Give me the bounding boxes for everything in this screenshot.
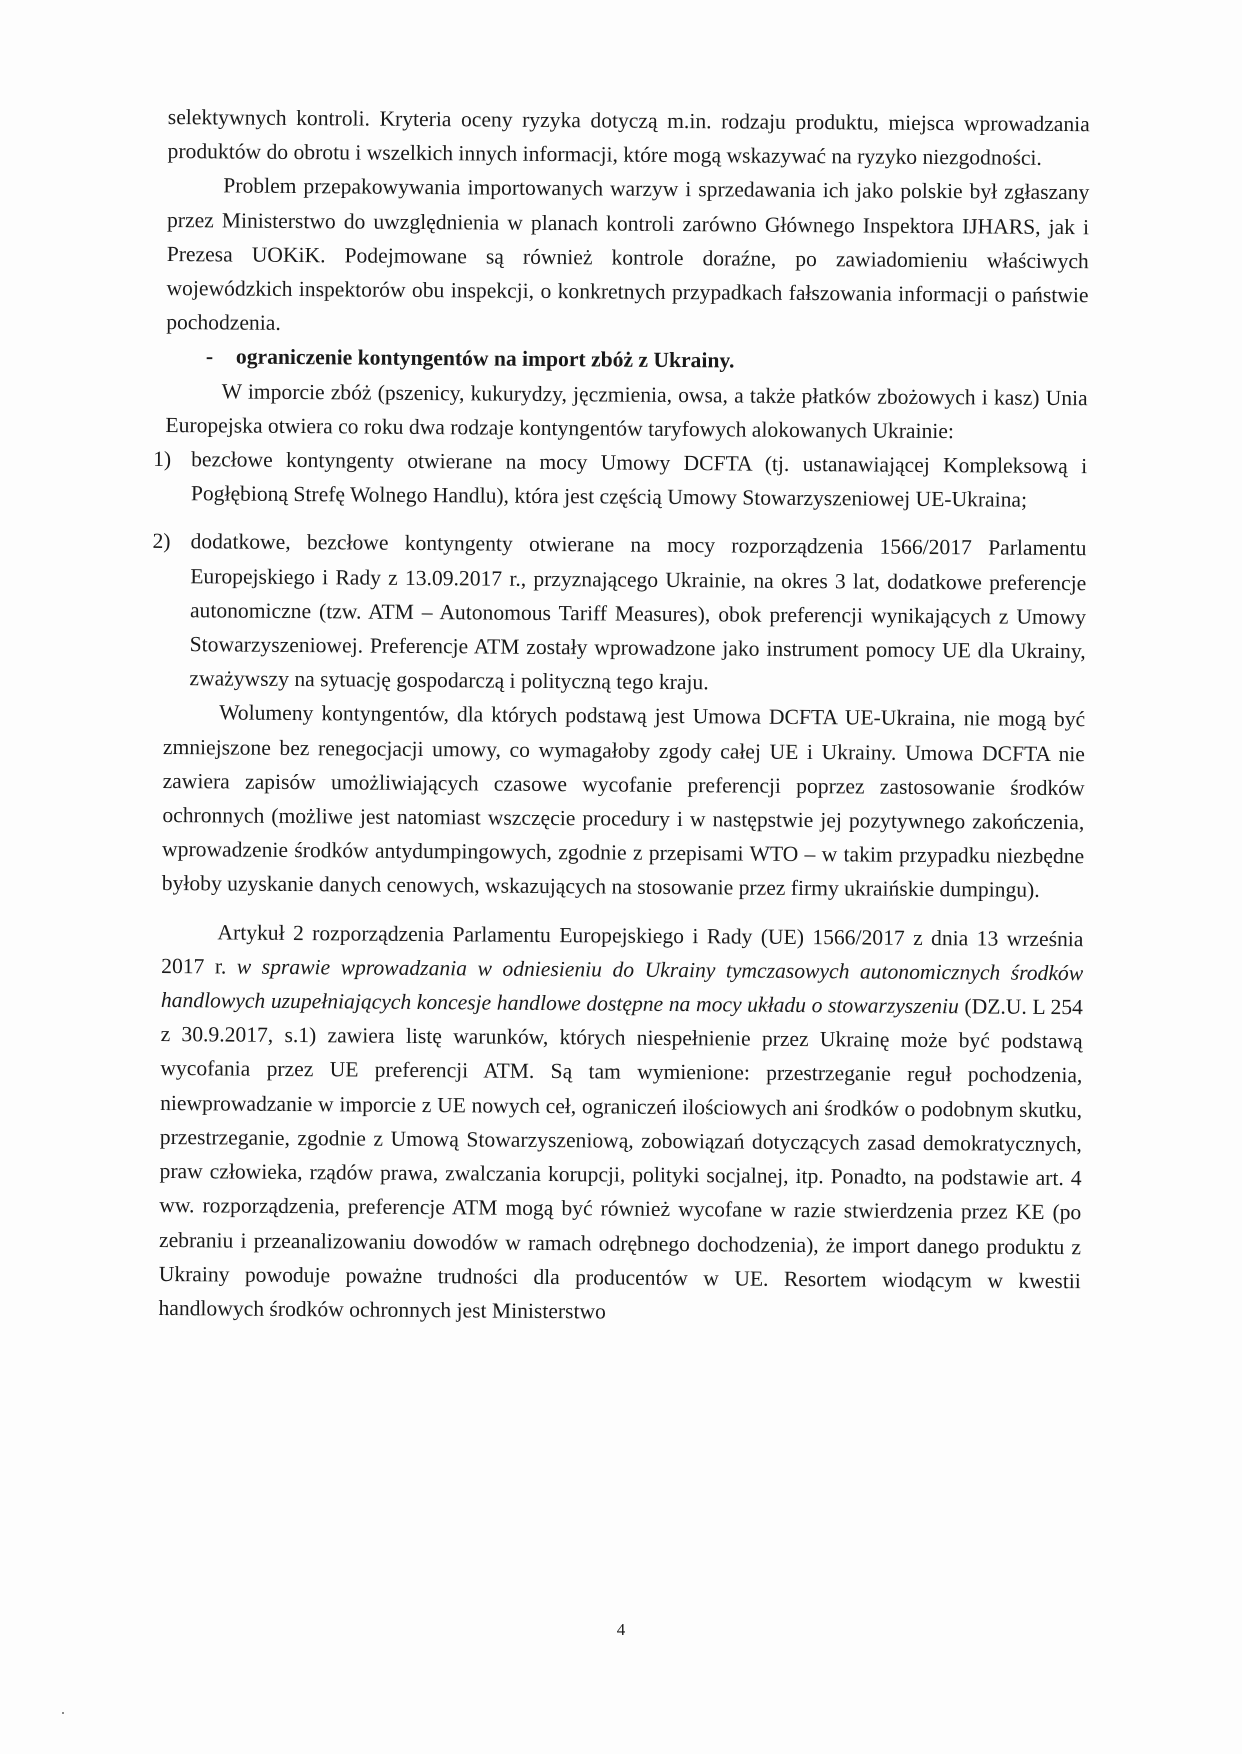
paragraph-article-2 (158, 915, 1083, 1333)
list-item-text: bezcłowe kontyngenty otwierane na mocy Umowy DCFTA (tj. ustanawiającej Kompleksową i Pogłębioną Strefę Wolnego Handlu), która jest częścią Umowy Stowarzyszeniowej UE-Ukraina; (190, 447, 1088, 512)
list-item-atm (152, 524, 1087, 702)
paragraph-grain-import: W imporcie zbóż (pszenicy, kukurydzy, jęczmienia, owsa, a także płatków zbożowych i kasz) Unia Europejska otwiera co roku dwa rodzaje kontyngentów taryfowych alokowanych Ukrainie: (165, 379, 1088, 444)
document-body (152, 100, 1090, 1332)
scan-speck (62, 1712, 64, 1714)
list-item-text: dodatkowe, bezcłowe kontyngenty otwierane na mocy rozporządzenia 1566/2017 Parlamentu Europejskiego i Rady z 13.09.2017 r., przyznającego Ukrainie, na okres 3 lat, dodatkowe preferencje autonomiczne (tzw. ATM – Autonomous Tariff Measures), obok preferencji wynikających z Umowy Stowarzyszeniowej. Preferencje ATM zostały wprowadzone jako instrument pomocy UE dla Ukrainy, zważywszy na sytuację gospodarczą i polityczną tego kraju. (189, 529, 1087, 695)
paragraph-risk-criteria: selektywnych kontroli. Kryteria oceny ryzyka dotyczą m.in. rodzaju produktu, miejsca wprowadzania produktów do obrotu i wszelkich innych informacji, które mogą wskazywać na ryzyko niezgodności. (167, 104, 1090, 171)
list-item-number: 1) (153, 446, 172, 472)
article-2-intro: Artykuł 2 rozporządzenia Parlamentu Europejskiego i Rady (UE) 1566/2017 z dnia 13 września 2017 r. (161, 920, 1084, 979)
article-2-body: (DZ.U. L 254 z 30.9.2017, s.1) zawiera listę warunków, których niespełnienie przez Ukrainę może być podstawą wycofania przez UE preferencji ATM. Są tam wymienione: przestrzeganie reguł pochodzenia, niewprowadzanie w imporcie z UE nowych ceł, ograniczeń ilościowych ani środków o podobnym skutku, przestrzeganie, zgodnie z Umową Stowarzyszeniową, zobowiązań dotyczących zasad demokratycznych, praw człowieka, rządów prawa, zwalczania korupcji, polityki socjalnej, itp. Ponadto, na podstawie art. 4 ww. rozporządzenia, preferencje ATM mogą być również wycofane w razie stwierdzenia przez KE (po zebraniu i przeanalizowaniu dowodów w ramach odrębnego dochodzenia), że import danego produktu z Ukrainy powoduje poważne trudności dla producentów w UE. Resortem wiodącym w kwestii handlowych środków ochronnych jest Ministerstwo (158, 994, 1083, 1324)
regulation-title-italic: w sprawie wprowadzania w odniesieniu do Ukrainy tymczasowych autonomicznych środków handlowych uzupełniających koncesje handlowe dostępne na mocy układu o stowarzyszeniu (160, 954, 1084, 1019)
paragraph-repackaging-problem: Problem przepakowywania importowanych warzyw i sprzedawania ich jako polskie był zgłaszany przez Ministerstwo do uwzględnienia w planach kontroli zarówno Głównego Inspektora IJHARS, jak i Prezesa UOKiK. Podejmowane są również kontrole doraźne, po zawiadomieniu właściwych wojewódzkich inspektorów obu inspekcji, o konkretnych przypadkach fałszowania informacji o państwie pochodzenia. (166, 173, 1090, 336)
page-number: 4 (616, 1620, 626, 1639)
bullet-heading-text: ograniczenie kontyngentów na import zbóż z Ukrainy. (235, 344, 735, 373)
list-item-dcfta (153, 442, 1088, 518)
paragraph-quota-volumes: Wolumeny kontyngentów, dla których podstawą jest Umowa DCFTA UE-Ukraina, nie mogą być zmniejszone bez renegocjacji umowy, co wymagałoby zgody całej UE i Ukrainy. Umowa DCFTA nie zawiera zapisów umożliwiających czasowe wycofanie preferencji poprzez zastosowanie środków ochronnych (możliwe jest natomiast wszczęcie procedury i w następstwie jej pozytywnego zakończenia, wprowadzenie środków antydumpingowych, zgodnie z przepisami WTO – w takim przypadku niezbędne byłoby uzyskanie danych cenowych, wskazujących na stosowanie przez firmy ukraińskie dumpingu). (161, 700, 1086, 903)
bullet-dash: - (205, 344, 214, 369)
list-item-number: 2) (152, 529, 171, 554)
